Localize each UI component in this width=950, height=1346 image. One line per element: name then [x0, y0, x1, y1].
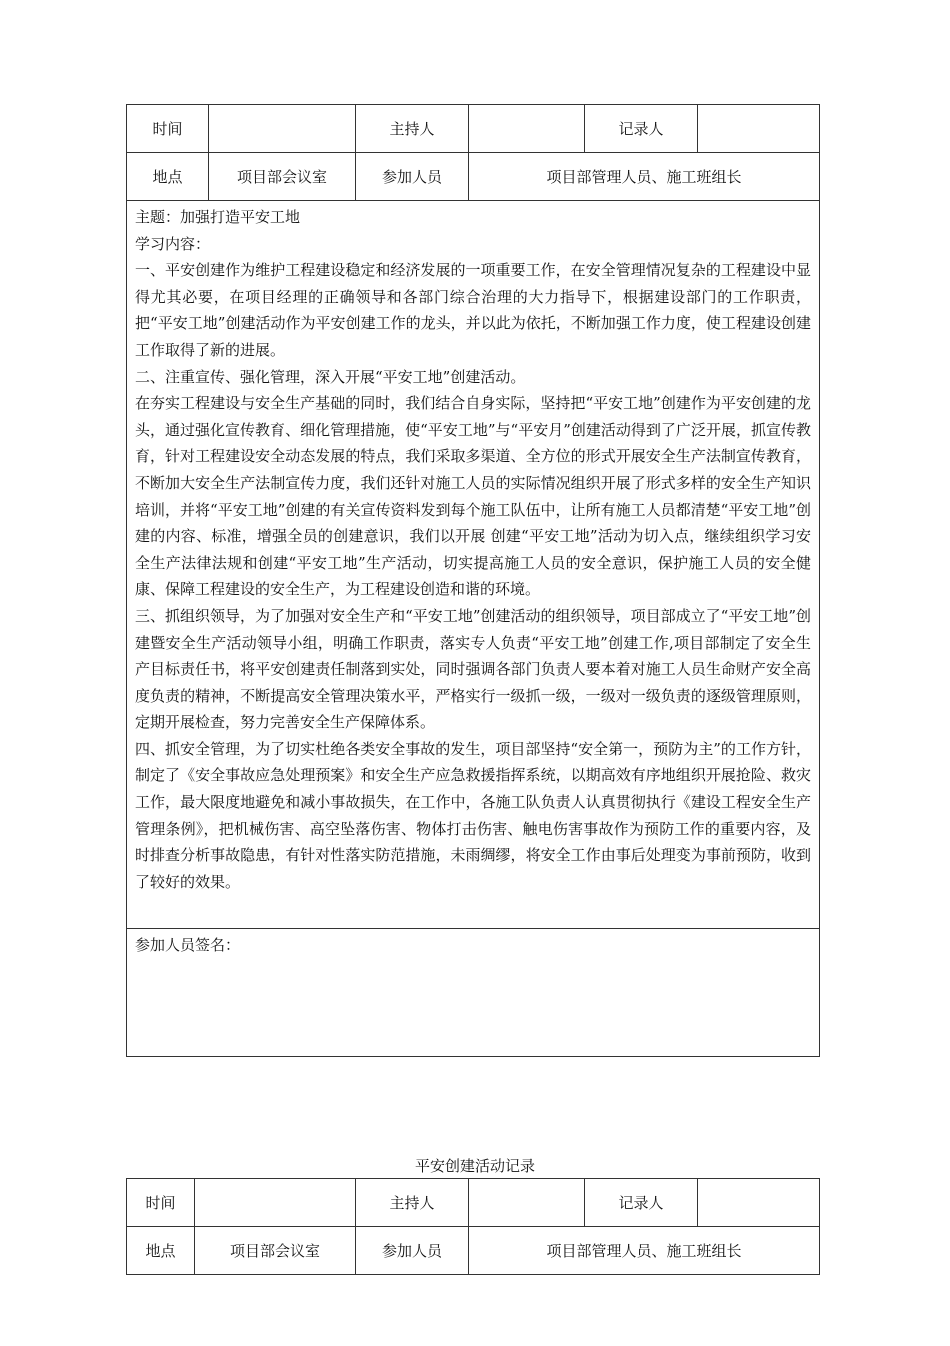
participants-value: 项目部管理人员、施工班组长 [469, 153, 820, 201]
activity-record-table-2 [126, 1178, 820, 1275]
time-label: 时间 [127, 105, 209, 153]
paragraph: 在夯实工程建设与安全生产基础的同时，我们结合自身实际，坚持把“平安工地”创建作为平安创建的龙头，通过强化宣传教育、细化管理措施，使“平安工地”与“平安月”创建活动得到了广泛开展，抓宣传教育，针对工程建设安全动态发展的特点，我们采取多渠道、全方位的形式开展安全生产法制宣传教育，不断加大安全生产法制宣传力度，我们还针对施工人员的实际情况组织开展了形式多样的安全生产知识培训，并将“平安工地”创建的有关宣传资料发到每个施工队伍中，让所有施工人员都清楚“平安工地”创建的内容、标准，增强全员的创建意识，我们以开展 创建“平安工地”活动为切入点，继续组织学习安全生产法律法规和创建“平安工地”生产活动，切实提高施工人员的安全意识，保护施工人员的安全健康、保障工程建设的安全生产，为工程建设创造和谐的环境。 [135, 394, 811, 599]
recorder-value [698, 1179, 820, 1227]
place-value: 项目部会议室 [209, 153, 356, 201]
time-value [209, 105, 356, 153]
host-value [469, 1179, 585, 1227]
topic: 主题：加强打造平安工地 [135, 208, 301, 226]
recorder-value [698, 105, 820, 153]
record-title: 平安创建活动记录 [414, 1157, 535, 1175]
host-label: 主持人 [356, 105, 469, 153]
header-row-2 [127, 153, 820, 201]
recorder-label: 记录人 [585, 1179, 698, 1227]
host-label: 主持人 [356, 1179, 469, 1227]
study-content [127, 201, 820, 929]
time-value [195, 1179, 356, 1227]
header-row-1 [127, 1179, 820, 1227]
host-value [469, 105, 585, 153]
paragraph: 二、注重宣传、强化管理，深入开展“平安工地”创建活动。 [135, 367, 526, 386]
signature-area[interactable] [127, 929, 820, 1057]
place-value: 项目部会议室 [195, 1227, 356, 1275]
content-row [127, 201, 820, 929]
time-label: 时间 [127, 1179, 195, 1227]
activity-record-table-1 [126, 104, 820, 1057]
signature-row [127, 929, 820, 1057]
paragraph: 一、平安创建作为维护工程建设稳定和经济发展的一项重要工作，在安全管理情况复杂的工程建设中显得尤其必要，在项目经理的正确领导和各部门综合治理的大力指导下，根据建设部门的工作职责，把“平安工地”创建活动作为平安创建工作的龙头，并以此为依托，不断加强工作力度，使工程建设创建工作取得了新的进展。 [135, 261, 811, 359]
header-row-2 [127, 1227, 820, 1275]
recorder-label: 记录人 [585, 105, 698, 153]
paragraph: 三、抓组织领导，为了加强对安全生产和“平安工地”创建活动的组织领导，项目部成立了“平安工地”创建暨安全生产活动领导小组，明确工作职责，落实专人负责“平安工地”创建工作,项目部制定了安全生产目标责任书，将平安创建责任制落到实处，同时强调各部门负责人要本着对施工人员生命财产安全高度负责的精神，不断提高安全管理决策水平，严格实行一级抓一级，一级对一级负责的逐级管理原则，定期开展检查，努力完善安全生产保障体系。 [135, 606, 811, 732]
participants-label: 参加人员 [356, 1227, 469, 1275]
study-label: 学习内容： [135, 234, 211, 253]
participants-label: 参加人员 [356, 153, 469, 201]
participants-value: 项目部管理人员、施工班组长 [469, 1227, 820, 1275]
paragraph: 四、抓安全管理，为了切实杜绝各类安全事故的发生，项目部坚持“安全第一，预防为主”的工作方针，制定了《安全事故应急处理预案》和安全生产应急救援指挥系统，以期高效有序地组织开展抢险、救灾工作，最大限度地避免和减小事故损失，在工作中，各施工队负责人认真贯彻执行《建设工程安全生产管理条例》，把机械伤害、高空坠落伤害、物体打击伤害、触电伤害事故作为预防工作的重要内容，及时排查分析事故隐患，有针对性落实防范措施，未雨绸缪，将安全工作由事后处理变为事前预防，收到了较好的效果。 [135, 739, 811, 891]
place-label: 地点 [127, 1227, 195, 1275]
signature-label: 参加人员签名： [135, 936, 241, 954]
header-row-1 [127, 105, 820, 153]
place-label: 地点 [127, 153, 209, 201]
